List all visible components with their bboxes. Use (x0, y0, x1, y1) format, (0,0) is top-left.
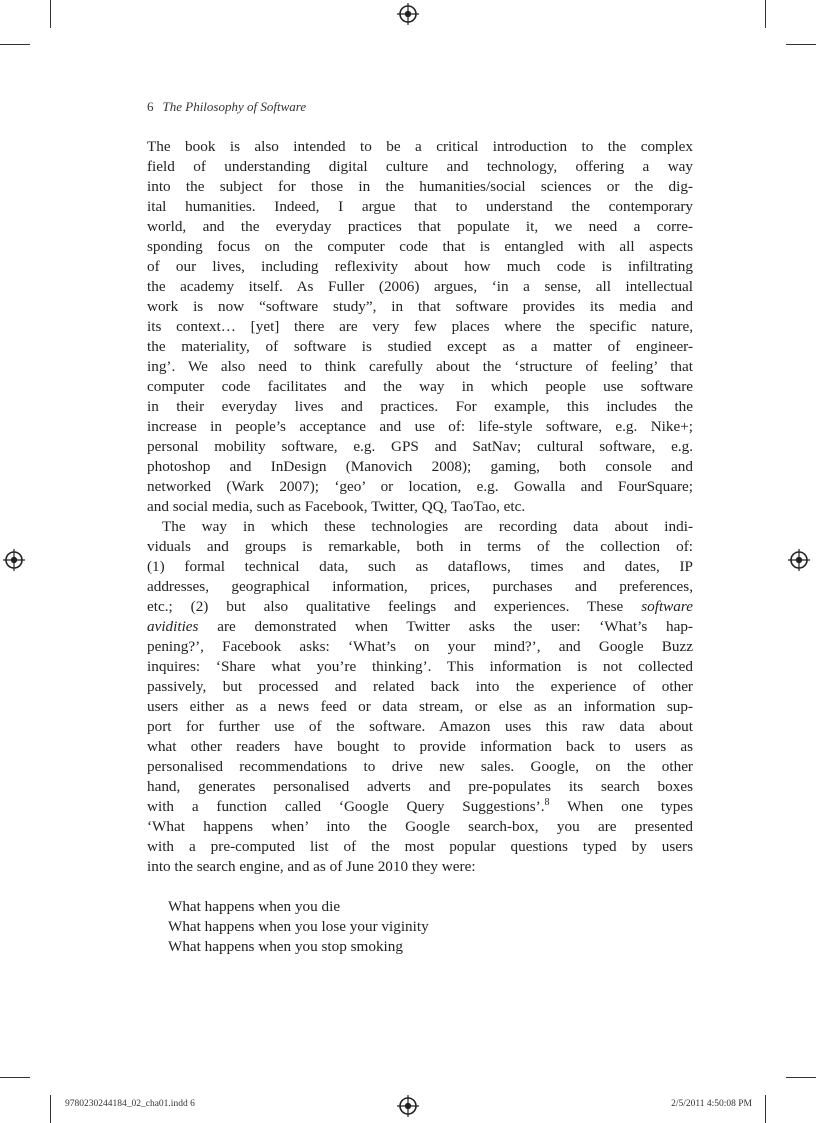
text-line: of our lives, including reflexivity about how much code is infiltrating (147, 258, 693, 275)
text-line: computer code facilitates and the way in which people use software (147, 378, 693, 395)
text-run: When one types (549, 798, 693, 815)
text-line (147, 617, 693, 637)
text-line: the academy itself. As Fuller (2006) argues, ‘in a sense, all intellectual (147, 278, 693, 295)
crop-mark (765, 0, 766, 28)
crop-mark (0, 1077, 30, 1078)
paragraph (147, 137, 693, 517)
running-header (147, 99, 306, 115)
text-line: personalised recommendations to drive new sales. Google, on the other (147, 758, 693, 775)
text-line: increase in people’s acceptance and use of: life-style software, e.g. Nike+; (147, 418, 693, 435)
text-run: etc.; (2) but also qualitative feelings and experiences. These (147, 598, 642, 615)
footnote-ref[interactable]: 8 (544, 797, 550, 808)
text-line: networked (Wark 2007); ‘geo’ or location, e.g. Gowalla and FourSquare; (147, 478, 693, 495)
text-line: inquires: ‘Share what you’re thinking’. This information is not collected (147, 658, 693, 675)
text-line: the materiality, of software is studied except as a matter of engineer- (147, 338, 693, 355)
crop-mark (0, 44, 30, 45)
query-item: What happens when you lose your viginity (168, 918, 429, 935)
emphasis: avidities (147, 618, 199, 635)
text-line: The book is also intended to be a critical introduction to the complex (147, 138, 693, 155)
running-title: The Philosophy of Software (162, 99, 307, 114)
text-line: port for further use of the software. Amazon uses this raw data about (147, 718, 693, 735)
text-line: and social media, such as Facebook, Twitter, QQ, TaoTao, etc. (147, 498, 526, 515)
text-line: passively, but processed and related back into the experience of other (147, 678, 693, 695)
text-run: are demonstrated when Twitter asks the user: ‘What’s hap- (198, 618, 693, 635)
emphasis: software (641, 598, 693, 615)
registration-mark-icon (397, 1095, 419, 1117)
query-item: What happens when you die (168, 898, 341, 915)
text-line: pening?’, Facebook asks: ‘What’s on your mind?’, and Google Buzz (147, 638, 693, 655)
text-line: into the subject for those in the humanities/social sciences or the dig- (147, 178, 693, 195)
footer-file-name: 9780230244184_02_cha01.indd 6 (65, 1099, 195, 1109)
registration-mark-icon (788, 549, 810, 571)
text-line: what other readers have bought to provide information back to users as (147, 738, 693, 755)
query-item: What happens when you stop smoking (168, 938, 403, 955)
text-line: sponding focus on the computer code that is entangled with all aspects (147, 238, 693, 255)
crop-mark (765, 1095, 766, 1123)
crop-mark (50, 0, 51, 28)
text-line: with a pre-computed list of the most popular questions typed by users (147, 838, 693, 855)
text-line: viduals and groups is remarkable, both in terms of the collection of: (147, 538, 693, 555)
text-line (147, 597, 693, 617)
text-line: field of understanding digital culture and technology, offering a way (147, 158, 693, 175)
crop-mark (786, 1077, 816, 1078)
text-line: ital humanities. Indeed, I argue that to understand the contemporary (147, 198, 693, 215)
text-line: addresses, geographical information, prices, purchases and preferences, (147, 578, 693, 595)
crop-mark (50, 1095, 51, 1123)
text-line: ‘What happens when’ into the Google search-box, you are presented (147, 818, 693, 835)
text-line: work is now “software study”, in that software provides its media and (147, 298, 693, 315)
text-line: (1) formal technical data, such as dataflows, times and dates, IP (147, 558, 693, 575)
text-line: The way in which these technologies are recording data about indi- (162, 518, 693, 535)
query-list (147, 897, 693, 957)
text-line: personal mobility software, e.g. GPS and SatNav; cultural software, e.g. (147, 438, 693, 455)
text-line (147, 797, 693, 817)
text-line: photoshop and InDesign (Manovich 2008); gaming, both console and (147, 458, 693, 475)
text-line: users either as a news feed or data stream, or else as an information sup- (147, 698, 693, 715)
footer-timestamp: 2/5/2011 4:50:08 PM (671, 1099, 752, 1109)
text-line: world, and the everyday practices that populate it, we need a corre- (147, 218, 693, 235)
text-line: hand, generates personalised adverts and pre-populates its search boxes (147, 778, 693, 795)
text-run: with a function called ‘Google Query Suggestions’. (147, 798, 545, 815)
text-line: into the search engine, and as of June 2010 they were: (147, 858, 476, 875)
text-line: in their everyday lives and practices. For example, this includes the (147, 398, 693, 415)
paragraph (147, 517, 693, 877)
text-line: ing’. We also need to think carefully about the ‘structure of feeling’ that (147, 358, 693, 375)
page-number: 6 (147, 99, 154, 114)
registration-mark-icon (3, 549, 25, 571)
text-line: its context… [yet] there are very few places where the specific nature, (147, 318, 693, 335)
body-text (147, 137, 693, 957)
registration-mark-icon (397, 3, 419, 25)
crop-mark (786, 44, 816, 45)
